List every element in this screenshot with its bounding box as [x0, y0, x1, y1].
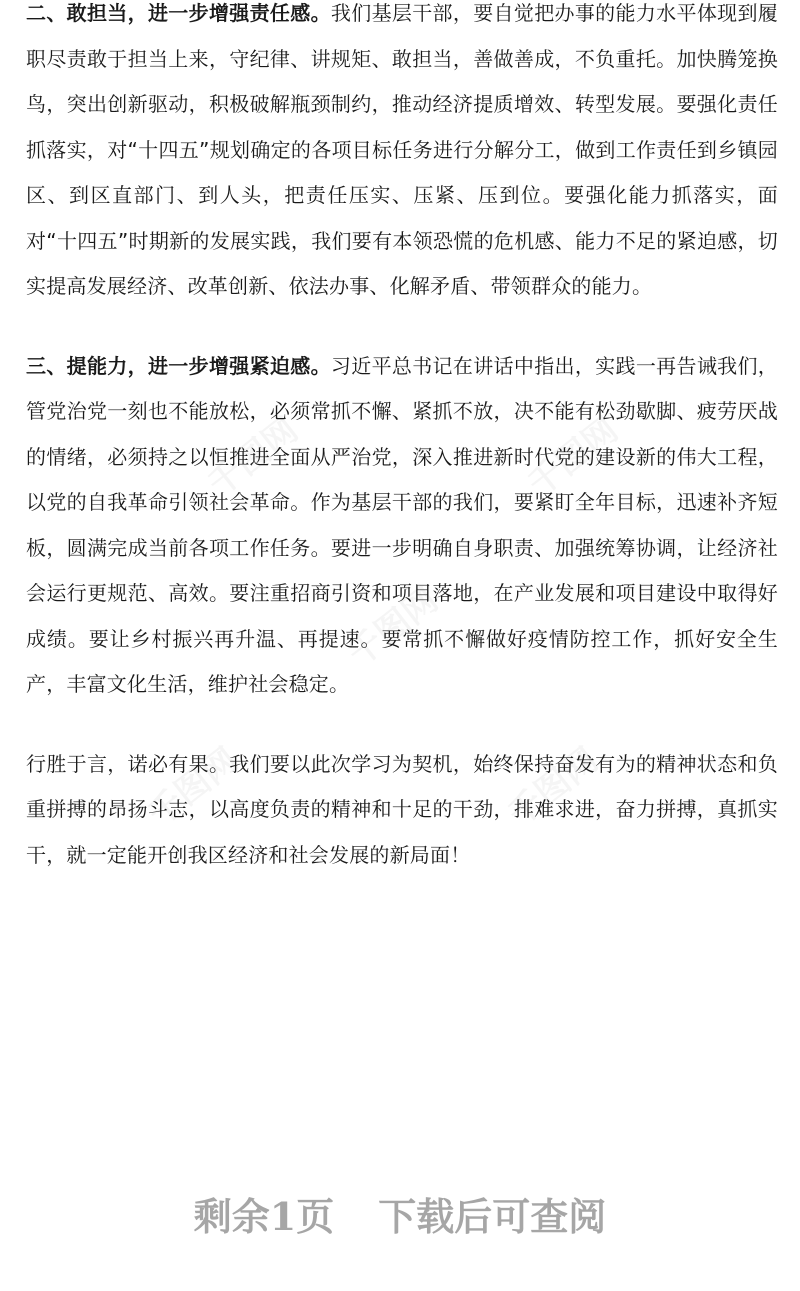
- paragraph-capability: [26, 344, 778, 708]
- paragraph-text: 行胜于言，诺必有果。我们要以此次学习为契机，始终保持奋发有为的精神状态和负重拼搏的昂扬斗志，以高度负责的精神和十足的干劲，排难求进，奋力拼搏，真抓实干，就一定能开创我区经济和社会发展的新局面！: [26, 751, 778, 867]
- paragraph-heading: 二、敢担当，进一步增强责任感。: [26, 1, 331, 25]
- paragraph-conclusion: [26, 742, 778, 879]
- paragraph-responsibility: [26, 0, 778, 310]
- download-prompt[interactable]: [0, 1186, 800, 1241]
- paragraph-heading: 三、提能力，进一步增强紧迫感。: [26, 353, 331, 378]
- paragraph-text: 习近平总书记在讲话中指出，实践一再告诫我们，管党治党一刻也不能放松，必须常抓不懈、紧抓不放，决不能有松劲歇脚、疲劳厌战的情绪，必须持之以恒推进全面从严治党，深入推进新时代党的建设新的伟大工程，以党的自我革命引领社会革命。作为基层干部的我们，要紧盯全年目标，迅速补齐短板，圆满完成当前各项工作任务。要进一步明确自身职责、加强统筹协调，让经济社会运行更规范、高效。要注重招商引资和项目落地，在产业发展和项目建设中取得好成绩。要让乡村振兴再升温、再提速。要常抓不懈做好疫情防控工作，抓好安全生产，丰富文化生活，维护社会稳定。: [26, 353, 779, 696]
- download-to-view-label: 下载后可查阅: [378, 1194, 607, 1239]
- paragraph-text: 我们基层干部，要自觉把办事的能力水平体现到履职尽责敢于担当上来，守纪律、讲规矩、敢担当，善做善成，不负重托。加快腾笼换鸟，突出创新驱动，积极破解瓶颈制约，推动经济提质增效、转型发展。要强化责任抓落实，对“十四五”规划确定的各项目标任务进行分解分工，做到工作责任到乡镇园区、到区直部门、到人头，把责任压实、压紧、压到位。要强化能力抓落实，面对“十四五”时期新的发展实践，我们要有本领恐慌的危机感、能力不足的紧迫感，切实提高发展经济、改革创新、依法办事、化解矛盾、带领群众的能力。: [26, 1, 779, 298]
- remaining-pages-label: 剩余1页: [193, 1194, 335, 1239]
- document-body: [26, 0, 778, 878]
